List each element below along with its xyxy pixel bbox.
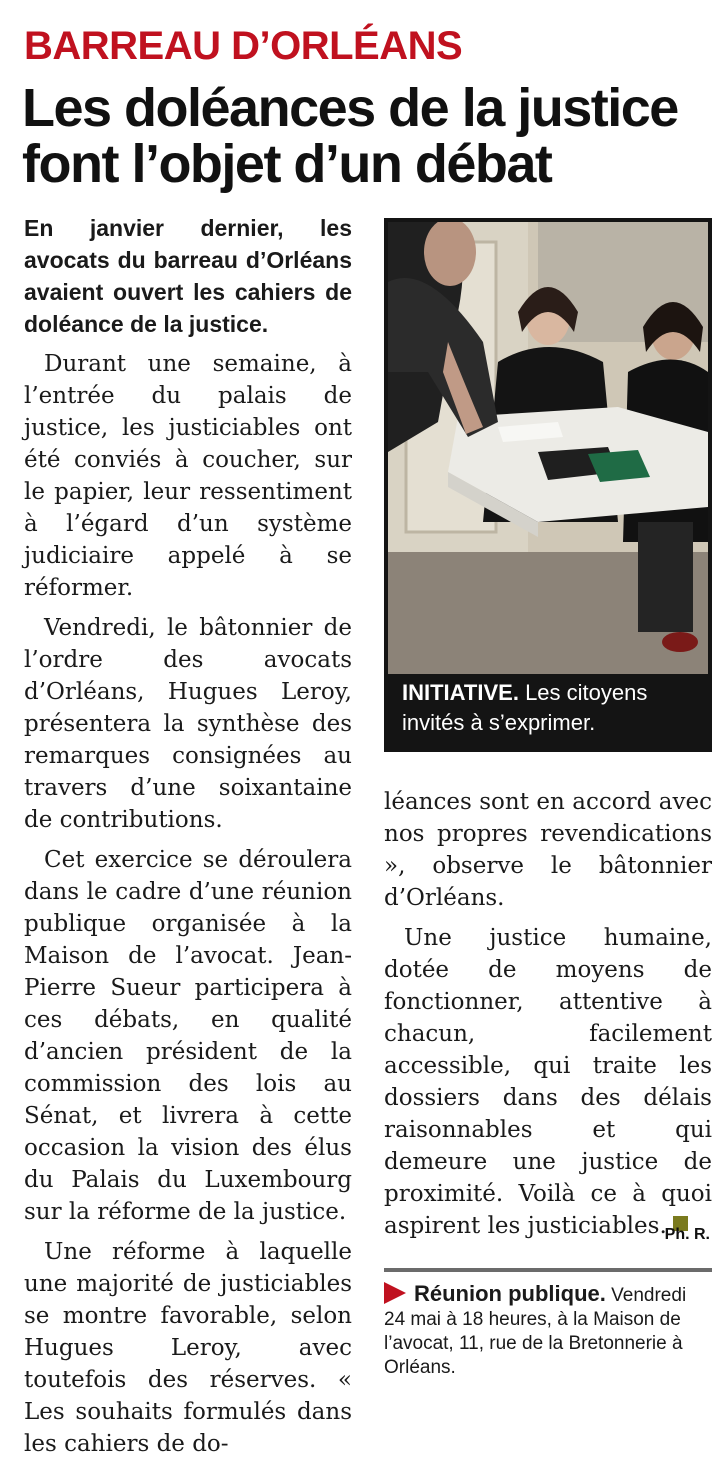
info-divider [384, 1268, 712, 1272]
body-paragraph-4: Une réforme à laquelle une majorité de justiciables se montre favorable, selon Hugues Leroy, avec toutefois des réserves. « Les souhaits formulés dans les cahiers de do- [24, 1239, 352, 1457]
photo-box [384, 218, 712, 752]
body-paragraph-5 [384, 922, 712, 1242]
info-label: Réunion publique. [414, 1281, 606, 1306]
info-text: Vendredi 24 mai à 18 heures, à la Maison de l’avocat, 11, rue de la Bretonnerie à Orléans. [384, 1285, 687, 1378]
article-column-left [24, 212, 352, 1468]
lead-paragraph: En janvier dernier, les avocats du barreau d’Orléans avaient ouvert les cahiers de doléance de la justice. [24, 215, 352, 337]
byline: Ph. R. [664, 1226, 710, 1243]
headline [22, 80, 712, 192]
headline-line-1: Les doléances de la justice [22, 78, 678, 138]
article-column-right [384, 786, 712, 1250]
section-kicker: BARREAU D’ORLÉANS [24, 24, 463, 68]
body-paragraph-4-continued: léances sont en accord avec nos propres revendications », observe le bâtonnier d’Orléans. [384, 789, 712, 911]
info-box [384, 1282, 712, 1380]
body-paragraph-3: Cet exercice se déroulera dans le cadre d’une réunion publique organisée à la Maison de l’avocat. Jean-Pierre Sueur participera à ces débats, en qualité d’ancien président de la commission des lois au Sénat, et livrera à cette occasion la vision des élus du Palais du Luxembourg sur la réforme de la justice. [24, 847, 352, 1225]
caption-text: Les citoyens invités à s’exprimer. [402, 680, 648, 735]
body-paragraph-2: Vendredi, le bâtonnier de l’ordre des avocats d’Orléans, Hugues Leroy, présentera la synthèse des remarques consignées au travers d’une soixantaine de contributions. [24, 615, 352, 833]
photo-caption [402, 678, 702, 738]
article-photo [388, 222, 708, 674]
caption-label: INITIATIVE. [402, 680, 519, 705]
body-paragraph-1: Durant une semaine, à l’entrée du palais de justice, les justiciables ont été conviés à coucher, sur le papier, leur ressentiment à l’égard d’un système judiciaire appelé à se réformer. [24, 351, 352, 601]
arrow-right-icon [384, 1282, 406, 1304]
headline-line-2: font l’objet d’un débat [22, 134, 552, 194]
body-paragraph-5-text: Une justice humaine, dotée de moyens de fonctionner, attentive à chacun, facilement accessible, qui traite les dossiers dans des délais raisonnables et qui demeure une justice de proximité. Voilà ce à quoi aspirent les justiciables. [384, 925, 712, 1239]
